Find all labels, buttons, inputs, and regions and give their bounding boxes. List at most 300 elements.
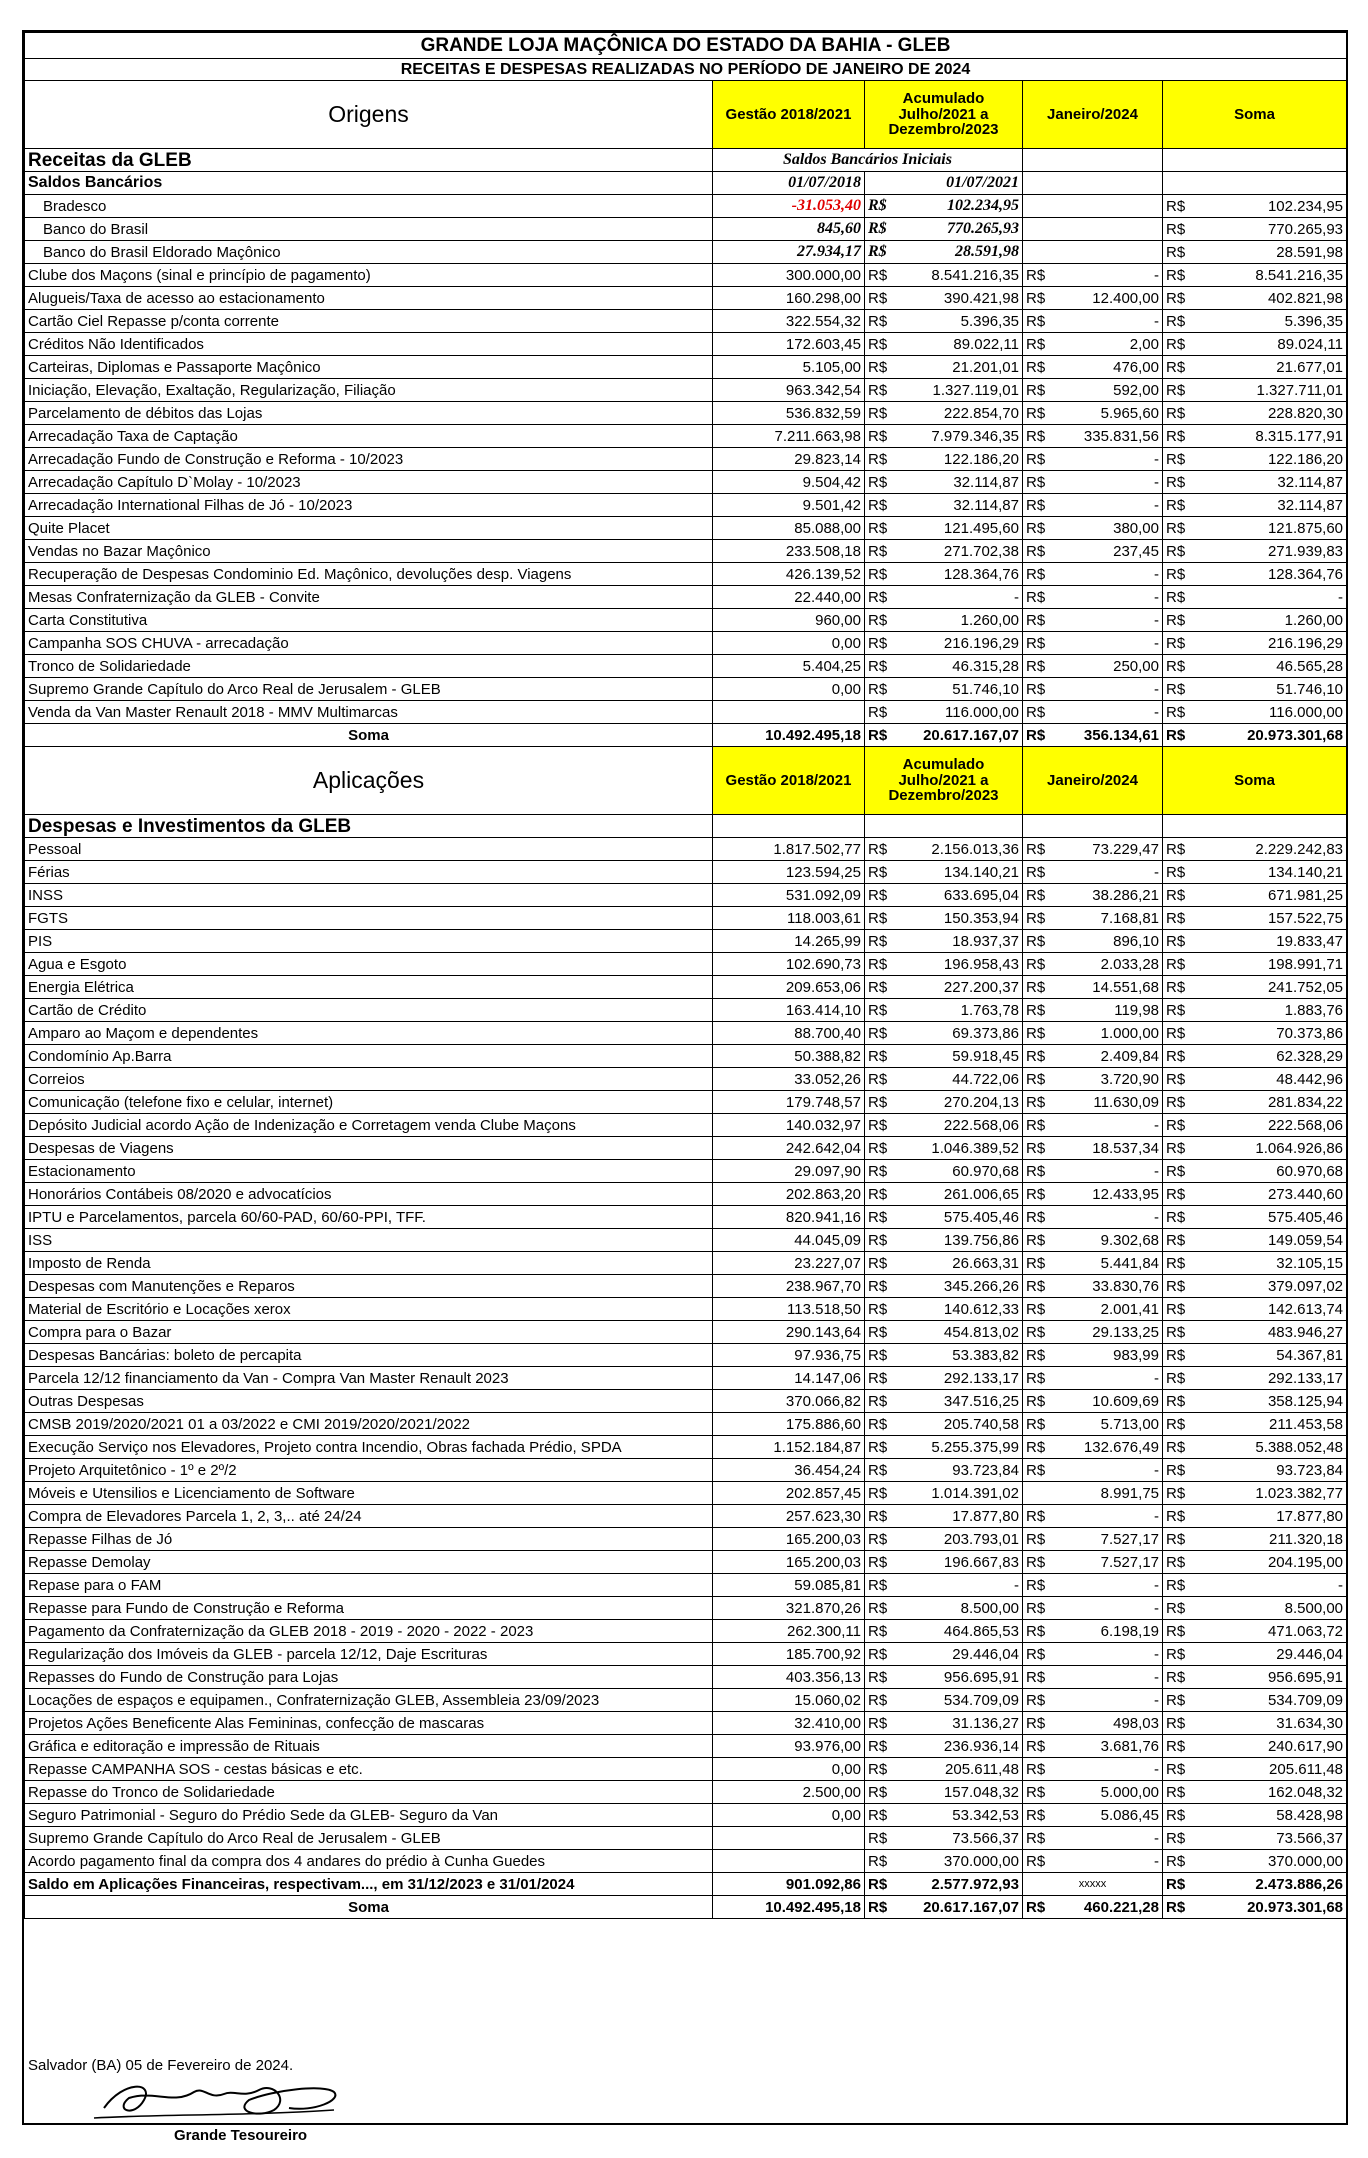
currency-symbol: R$ [1026, 1208, 1046, 1226]
amount: 222.568,06 [1267, 1116, 1344, 1134]
despesa-gestao: 370.066,82 [713, 1390, 865, 1413]
receita-name: Mesas Confraternização da GLEB - Convite [25, 586, 713, 609]
despesa-janeiro [1023, 1413, 1163, 1436]
amount: 20.973.301,68 [1247, 726, 1344, 744]
despesa-name: Despesas de Viagens [25, 1137, 713, 1160]
amount: 347.516,25 [943, 1392, 1019, 1410]
amount: - [1154, 1829, 1159, 1847]
currency-symbol: R$ [1026, 1415, 1046, 1433]
despesa-row [25, 1666, 1347, 1689]
saldo-soma [1163, 1873, 1347, 1896]
currency-symbol: R$ [868, 427, 888, 445]
receita-acumulado [865, 586, 1023, 609]
receita-acumulado [865, 333, 1023, 356]
bank-gestao: 845,60 [713, 218, 865, 241]
receita-acumulado [865, 448, 1023, 471]
currency-symbol: R$ [868, 542, 888, 560]
currency-symbol: R$ [868, 1484, 888, 1502]
receita-acumulado [865, 287, 1023, 310]
despesa-row [25, 1597, 1347, 1620]
currency-symbol: R$ [868, 197, 887, 214]
amount: 205.740,58 [943, 1415, 1019, 1433]
amount: 273.440,60 [1267, 1185, 1344, 1203]
despesa-soma [1163, 1666, 1347, 1689]
amount: 2.229.242,83 [1255, 840, 1344, 858]
currency-symbol: R$ [1026, 1001, 1046, 1019]
despesa-row [25, 861, 1347, 884]
receita-row [25, 425, 1347, 448]
report-table [24, 32, 1347, 1919]
bank-gestao: 27.934,17 [713, 241, 865, 264]
bank-name: Banco do Brasil [25, 218, 713, 241]
despesa-name: Condomínio Ap.Barra [25, 1045, 713, 1068]
bank-row [25, 218, 1347, 241]
despesa-name: Compra para o Bazar [25, 1321, 713, 1344]
amount: 38.286,21 [1092, 886, 1159, 904]
despesa-name: Repase para o FAM [25, 1574, 713, 1597]
despesa-row [25, 1045, 1347, 1068]
receita-janeiro [1023, 563, 1163, 586]
receita-janeiro [1023, 448, 1163, 471]
despesa-janeiro [1023, 1620, 1163, 1643]
receita-gestao: 536.832,59 [713, 402, 865, 425]
currency-symbol: R$ [868, 335, 888, 353]
saldo-janeiro: xxxxx [1023, 1873, 1163, 1896]
despesa-soma [1163, 976, 1347, 999]
amount: 241.752,05 [1267, 978, 1344, 996]
despesa-soma [1163, 1045, 1347, 1068]
currency-symbol: R$ [1026, 634, 1046, 652]
amount: 236.936,14 [943, 1737, 1019, 1755]
despesa-gestao: 32.410,00 [713, 1712, 865, 1735]
currency-symbol: R$ [1026, 1392, 1046, 1410]
currency-symbol: R$ [868, 588, 888, 606]
despesa-soma [1163, 1827, 1347, 1850]
receita-name: Cartão Ciel Repasse p/conta corrente [25, 310, 713, 333]
receita-janeiro [1023, 356, 1163, 379]
amount: 89.022,11 [953, 335, 1019, 353]
amount: 73.566,37 [952, 1829, 1019, 1847]
amount: 2.001,41 [1100, 1300, 1159, 1318]
currency-symbol: R$ [1026, 312, 1046, 330]
despesa-gestao: 321.870,26 [713, 1597, 865, 1620]
currency-symbol: R$ [868, 978, 888, 996]
receita-name: Arrecadação Fundo de Construção e Reforma - 10/2023 [25, 448, 713, 471]
currency-symbol: R$ [868, 1737, 888, 1755]
despesa-name: Energia Elétrica [25, 976, 713, 999]
despesa-soma [1163, 930, 1347, 953]
currency-symbol: R$ [1026, 1254, 1046, 1272]
despesa-acumulado [865, 1735, 1023, 1758]
despesa-acumulado [865, 976, 1023, 999]
receita-row [25, 471, 1347, 494]
currency-symbol: R$ [1026, 1530, 1046, 1548]
amount: 292.133,17 [943, 1369, 1019, 1387]
despesa-row [25, 1781, 1347, 1804]
currency-symbol: R$ [1166, 955, 1186, 973]
receita-row [25, 333, 1347, 356]
despesa-soma [1163, 1758, 1347, 1781]
aplicacoes-header-row [25, 747, 1347, 815]
currency-symbol: R$ [1026, 1369, 1046, 1387]
currency-symbol: R$ [868, 863, 888, 881]
currency-symbol: R$ [868, 1323, 888, 1341]
amount: 271.702,38 [943, 542, 1019, 560]
currency-symbol: R$ [1026, 840, 1046, 858]
currency-symbol: R$ [1026, 1231, 1046, 1249]
receita-acumulado [865, 563, 1023, 586]
currency-symbol: R$ [1026, 1162, 1046, 1180]
col-janeiro-header: Janeiro/2024 [1023, 747, 1163, 815]
despesa-janeiro [1023, 1229, 1163, 1252]
receita-name: Campanha SOS CHUVA - arrecadação [25, 632, 713, 655]
despesa-row [25, 1344, 1347, 1367]
despesa-soma [1163, 861, 1347, 884]
despesa-janeiro [1023, 1505, 1163, 1528]
despesa-name: Pagamento da Confraternização da GLEB 2018 - 2019 - 2020 - 2022 - 2023 [25, 1620, 713, 1643]
amount: 211.320,18 [1269, 1530, 1344, 1548]
currency-symbol: R$ [1166, 1392, 1186, 1410]
despesa-gestao: 242.642,04 [713, 1137, 865, 1160]
amount: - [1154, 1162, 1159, 1180]
despesa-janeiro [1023, 1643, 1163, 1666]
bank-name: Banco do Brasil Eldorado Maçônico [25, 241, 713, 264]
currency-symbol: R$ [868, 886, 888, 904]
despesa-name: Despesas com Manutenções e Reparos [25, 1275, 713, 1298]
currency-symbol: R$ [1166, 1024, 1186, 1042]
despesa-soma [1163, 1298, 1347, 1321]
amount: 102.234,95 [947, 197, 1019, 214]
currency-symbol: R$ [1166, 1346, 1186, 1364]
receita-row [25, 609, 1347, 632]
currency-symbol: R$ [868, 932, 888, 950]
despesa-janeiro [1023, 976, 1163, 999]
amount: 216.196,29 [943, 634, 1019, 652]
amount: 390.421,98 [943, 289, 1019, 307]
receita-row [25, 586, 1347, 609]
despesa-row [25, 1436, 1347, 1459]
despesa-gestao: 238.967,70 [713, 1275, 865, 1298]
amount: 48.442,96 [1276, 1070, 1344, 1088]
receita-name: Venda da Van Master Renault 2018 - MMV Multimarcas [25, 701, 713, 724]
currency-symbol: R$ [1026, 657, 1046, 675]
amount: 5.000,00 [1100, 1783, 1159, 1801]
despesa-soma [1163, 1436, 1347, 1459]
amount: 896,10 [1113, 932, 1159, 950]
receita-soma [1163, 402, 1347, 425]
receita-janeiro [1023, 701, 1163, 724]
despesa-janeiro [1023, 1781, 1163, 1804]
receita-soma [1163, 701, 1347, 724]
amount: 1.046.389,52 [931, 1139, 1019, 1157]
receita-name: Alugueis/Taxa de acesso ao estacionamento [25, 287, 713, 310]
amount: 62.328,29 [1276, 1047, 1344, 1065]
empty-cell [865, 815, 1023, 838]
despesa-acumulado [865, 1022, 1023, 1045]
receita-row [25, 356, 1347, 379]
despesa-row [25, 1689, 1347, 1712]
currency-symbol: R$ [1026, 1576, 1046, 1594]
currency-symbol: R$ [868, 358, 888, 376]
currency-symbol: R$ [1026, 1829, 1046, 1847]
despesa-gestao: 1.817.502,77 [713, 838, 865, 861]
despesa-soma [1163, 1068, 1347, 1091]
currency-symbol: R$ [1166, 1576, 1186, 1594]
amount: 162.048,32 [1267, 1783, 1344, 1801]
receita-row [25, 402, 1347, 425]
currency-symbol: R$ [1166, 542, 1186, 560]
currency-symbol: R$ [868, 1576, 888, 1594]
currency-symbol: R$ [1166, 1162, 1186, 1180]
currency-symbol: R$ [1166, 703, 1186, 721]
despesa-row [25, 838, 1347, 861]
amount: 122.186,20 [1267, 450, 1344, 468]
currency-symbol: R$ [1026, 1645, 1046, 1663]
despesa-acumulado [865, 1137, 1023, 1160]
despesa-gestao: 403.356,13 [713, 1666, 865, 1689]
amount: 6.198,19 [1100, 1622, 1159, 1640]
currency-symbol: R$ [1166, 381, 1186, 399]
receita-janeiro [1023, 333, 1163, 356]
col-acumulado-header: Acumulado Julho/2021 a Dezembro/2023 [865, 81, 1023, 149]
despesa-janeiro [1023, 1275, 1163, 1298]
currency-symbol: R$ [1166, 1806, 1186, 1824]
currency-symbol: R$ [1166, 1323, 1186, 1341]
despesa-gestao: 185.700,92 [713, 1643, 865, 1666]
amount: 770.265,93 [1267, 220, 1344, 238]
receita-janeiro [1023, 609, 1163, 632]
amount: 20.617.167,07 [923, 1898, 1019, 1916]
amount: 8.991,75 [1100, 1484, 1159, 1502]
soma-label: Soma [25, 724, 713, 747]
despesa-soma [1163, 1160, 1347, 1183]
despesa-acumulado [865, 1689, 1023, 1712]
currency-symbol: R$ [1166, 909, 1186, 927]
currency-symbol: R$ [1166, 1737, 1186, 1755]
currency-symbol: R$ [1026, 496, 1046, 514]
despesa-janeiro [1023, 838, 1163, 861]
amount: 270.204,13 [943, 1093, 1019, 1111]
receita-acumulado [865, 494, 1023, 517]
currency-symbol: R$ [868, 381, 888, 399]
despesa-name: Agua e Esgoto [25, 953, 713, 976]
despesa-gestao: 165.200,03 [713, 1528, 865, 1551]
receita-soma [1163, 655, 1347, 678]
currency-symbol: R$ [1166, 1852, 1186, 1870]
currency-symbol: R$ [1026, 1714, 1046, 1732]
amount: 28.591,98 [1276, 243, 1344, 261]
amount: 983,99 [1113, 1346, 1159, 1364]
amount: 671.981,25 [1267, 886, 1344, 904]
receita-name: Carteiras, Diplomas e Passaporte Maçônico [25, 356, 713, 379]
currency-symbol: R$ [1026, 1898, 1046, 1916]
despesa-gestao: 1.152.184,87 [713, 1436, 865, 1459]
despesa-acumulado [865, 1804, 1023, 1827]
amount: 73.566,37 [1276, 1829, 1344, 1847]
amount: 956.695,91 [1267, 1668, 1344, 1686]
despesa-acumulado [865, 1643, 1023, 1666]
amount: 54.367,81 [1276, 1346, 1344, 1364]
currency-symbol: R$ [1026, 1668, 1046, 1686]
despesa-row [25, 1298, 1347, 1321]
bank-janeiro [1023, 241, 1163, 264]
amount: 770.265,93 [947, 220, 1019, 237]
despesa-row [25, 1574, 1347, 1597]
despesa-row [25, 1183, 1347, 1206]
despesa-name: Cartão de Crédito [25, 999, 713, 1022]
currency-symbol: R$ [868, 1852, 888, 1870]
despesa-row [25, 976, 1347, 999]
amount: 292.133,17 [1267, 1369, 1344, 1387]
despesa-name: Comunicação (telefone fixo e celular, internet) [25, 1091, 713, 1114]
receita-janeiro [1023, 632, 1163, 655]
report-sheet [22, 30, 1348, 2144]
soma-janeiro [1023, 724, 1163, 747]
origens-soma-row [25, 724, 1347, 747]
currency-symbol: R$ [1026, 1070, 1046, 1088]
despesa-acumulado [865, 999, 1023, 1022]
amount: 20.973.301,68 [1247, 1898, 1344, 1916]
amount: - [1154, 1507, 1159, 1525]
aplicacoes-soma-row [25, 1896, 1347, 1919]
despesa-acumulado [865, 861, 1023, 884]
currency-symbol: R$ [1166, 1783, 1186, 1801]
despesa-gestao: 175.886,60 [713, 1413, 865, 1436]
amount: 5.396,35 [1284, 312, 1344, 330]
despesa-soma [1163, 1137, 1347, 1160]
despesa-soma [1163, 1413, 1347, 1436]
amount: 281.834,22 [1267, 1093, 1344, 1111]
currency-symbol: R$ [1166, 1116, 1186, 1134]
despesa-soma [1163, 1482, 1347, 1505]
receita-gestao: 9.501,42 [713, 494, 865, 517]
currency-symbol: R$ [868, 1346, 888, 1364]
despesa-gestao: 15.060,02 [713, 1689, 865, 1712]
receita-soma [1163, 310, 1347, 333]
despesa-gestao: 14.265,99 [713, 930, 865, 953]
amount: 8.541.216,35 [1255, 266, 1344, 284]
amount: - [1154, 863, 1159, 881]
currency-symbol: R$ [1166, 496, 1186, 514]
despesa-janeiro [1023, 1022, 1163, 1045]
receita-soma [1163, 678, 1347, 701]
soma-janeiro [1023, 1896, 1163, 1919]
despesa-janeiro [1023, 999, 1163, 1022]
currency-symbol: R$ [1026, 266, 1046, 284]
amount: 402.821,98 [1267, 289, 1344, 307]
despesa-acumulado [865, 1413, 1023, 1436]
bank-acumulado [865, 218, 1023, 241]
despesa-name: INSS [25, 884, 713, 907]
despesa-soma [1163, 953, 1347, 976]
receita-acumulado [865, 471, 1023, 494]
despesa-name: Material de Escritório e Locações xerox [25, 1298, 713, 1321]
amount: 196.958,43 [943, 955, 1019, 973]
despesa-name: Repasse para Fundo de Construção e Reforma [25, 1597, 713, 1620]
amount: 498,03 [1113, 1714, 1159, 1732]
currency-symbol: R$ [868, 634, 888, 652]
currency-symbol: R$ [868, 1714, 888, 1732]
amount: 18.937,37 [952, 932, 1019, 950]
amount: - [1154, 312, 1159, 330]
currency-symbol: R$ [1026, 450, 1046, 468]
despesa-soma [1163, 1528, 1347, 1551]
currency-symbol: R$ [1166, 588, 1186, 606]
receita-gestao: 322.554,32 [713, 310, 865, 333]
despesa-row [25, 1206, 1347, 1229]
amount: - [1154, 588, 1159, 606]
saldo-aplicacoes-row [25, 1873, 1347, 1896]
despesa-soma [1163, 1551, 1347, 1574]
date-acumulado: 01/07/2021 [865, 172, 1023, 195]
receita-row [25, 563, 1347, 586]
amount: 11.630,09 [1093, 1093, 1159, 1111]
amount: 150.353,94 [943, 909, 1019, 927]
despesa-acumulado [865, 930, 1023, 953]
amount: 53.383,82 [952, 1346, 1019, 1364]
receita-gestao: 85.088,00 [713, 517, 865, 540]
currency-symbol: R$ [1166, 427, 1186, 445]
currency-symbol: R$ [1166, 1760, 1186, 1778]
despesa-gestao: 44.045,09 [713, 1229, 865, 1252]
despesa-gestao: 50.388,82 [713, 1045, 865, 1068]
receita-soma [1163, 609, 1347, 632]
despesa-janeiro [1023, 1712, 1163, 1735]
currency-symbol: R$ [1166, 289, 1186, 307]
despesa-janeiro [1023, 1137, 1163, 1160]
receita-row [25, 287, 1347, 310]
despesa-gestao: 262.300,11 [713, 1620, 865, 1643]
receita-acumulado [865, 655, 1023, 678]
amount: 134.140,21 [943, 863, 1019, 881]
amount: 222.854,70 [943, 404, 1019, 422]
amount: 69.373,86 [952, 1024, 1019, 1042]
amount: 32.114,87 [1277, 496, 1344, 514]
currency-symbol: R$ [1166, 1507, 1186, 1525]
currency-symbol: R$ [1166, 1070, 1186, 1088]
despesa-janeiro [1023, 1597, 1163, 1620]
despesa-name: Outras Despesas [25, 1390, 713, 1413]
empty-cell [713, 815, 865, 838]
empty-cell [1023, 815, 1163, 838]
currency-symbol: R$ [1166, 197, 1186, 215]
receita-gestao: 5.404,25 [713, 655, 865, 678]
despesa-gestao: 59.085,81 [713, 1574, 865, 1597]
receita-name: Quite Placet [25, 517, 713, 540]
amount: 5.086,45 [1100, 1806, 1159, 1824]
currency-symbol: R$ [868, 565, 888, 583]
amount: 476,00 [1113, 358, 1159, 376]
currency-symbol: R$ [868, 312, 888, 330]
amount: - [1154, 565, 1159, 583]
receita-janeiro [1023, 494, 1163, 517]
amount: 44.722,06 [952, 1070, 1019, 1088]
amount: 119,98 [1114, 1001, 1159, 1019]
amount: 633.695,04 [943, 886, 1019, 904]
amount: 5.713,00 [1100, 1415, 1159, 1433]
currency-symbol: R$ [868, 1231, 888, 1249]
despesa-soma [1163, 1229, 1347, 1252]
despesa-janeiro [1023, 1482, 1163, 1505]
receita-gestao: 22.440,00 [713, 586, 865, 609]
despesa-gestao: 163.414,10 [713, 999, 865, 1022]
date-gestao: 01/07/2018 [713, 172, 865, 195]
amount: 464.865,53 [943, 1622, 1019, 1640]
despesa-acumulado [865, 1183, 1023, 1206]
report-title: GRANDE LOJA MAÇÔNICA DO ESTADO DA BAHIA - GLEB [25, 33, 1347, 59]
currency-symbol: R$ [1166, 1139, 1186, 1157]
currency-symbol: R$ [1166, 1369, 1186, 1387]
